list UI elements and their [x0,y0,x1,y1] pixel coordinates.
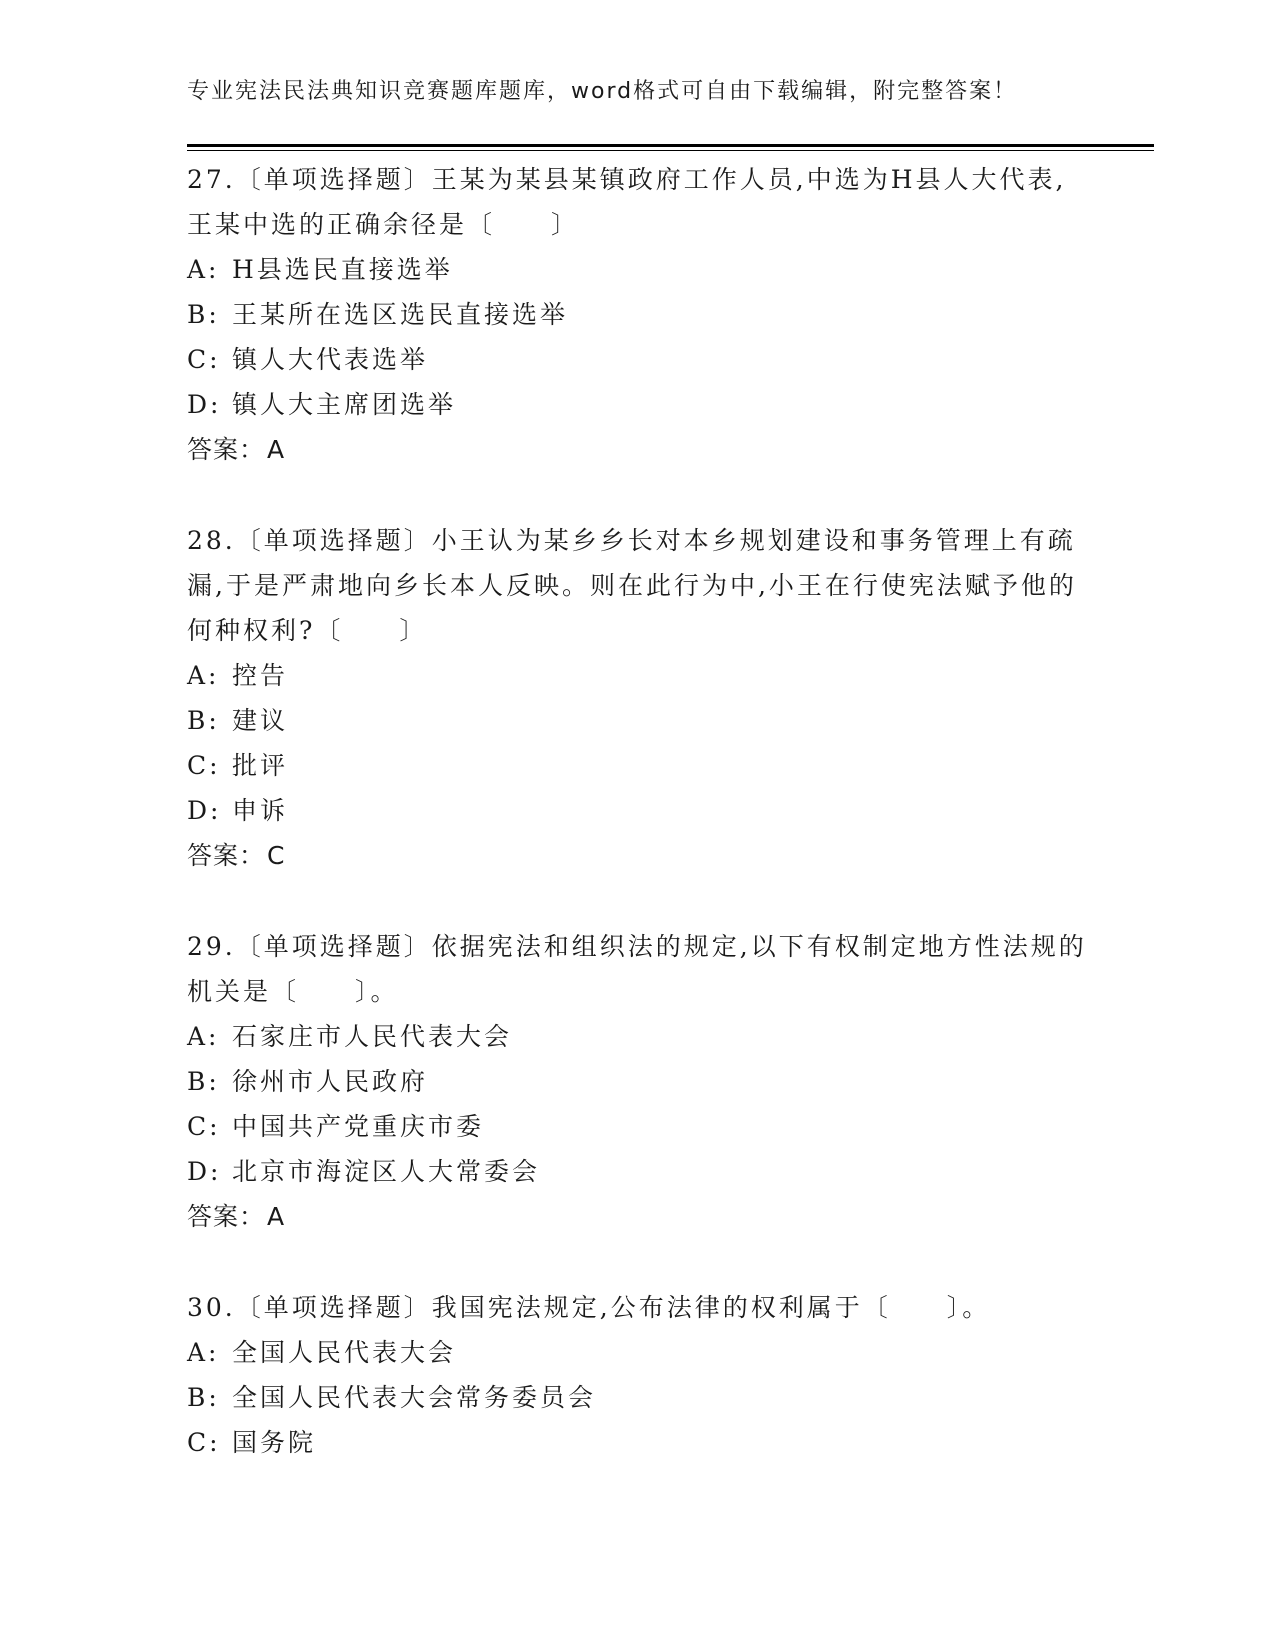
option-label: C: [187,1428,221,1457]
option-text: 北京市海淀区人大常委会 [232,1157,541,1186]
option-text: 控告 [232,661,289,690]
option-text: 建议 [232,706,289,735]
option-text: 镇人大主席团选举 [232,390,457,419]
option-b [187,1059,1087,1104]
answer-label: 答案： [187,435,266,464]
option-text: 批评 [232,751,289,780]
question-30 [187,1285,1087,1465]
question-text: 27.〔单项选择题〕王某为某县某镇政府工作人员,中选为H县人大代表,王某中选的正确余径是〔 〕 [187,165,1067,239]
page-header: 专业宪法民法典知识竞赛题库题库，word格式可自由下载编辑，附完整答案！ [187,79,1018,104]
option-a [187,1014,1087,1059]
option-label: B: [187,300,220,329]
option-label: B: [187,1383,220,1412]
answer-line [187,427,1087,473]
option-d [187,1149,1087,1194]
question-text: 30.〔单项选择题〕我国宪法规定,公布法律的权利属于〔 〕。 [187,1293,991,1322]
option-d [187,788,1087,833]
option-text: H县选民直接选举 [232,255,453,284]
option-label: B: [187,1067,220,1096]
option-label: A: [187,1338,220,1367]
question-27 [187,157,1087,473]
option-b [187,698,1087,743]
option-a [187,247,1087,292]
option-c [187,1420,1087,1465]
option-b [187,1375,1087,1420]
answer-value: C [267,841,286,870]
option-text: 石家庄市人民代表大会 [232,1022,513,1051]
option-label: B: [187,706,220,735]
option-text: 中国共产党重庆市委 [232,1112,485,1141]
option-label: A: [187,255,220,284]
answer-value: A [267,1202,286,1231]
option-label: C: [187,345,221,374]
option-b [187,292,1087,337]
option-text: 全国人民代表大会常务委员会 [232,1383,597,1412]
option-label: A: [187,1022,220,1051]
option-a [187,1330,1087,1375]
option-text: 国务院 [232,1428,317,1457]
option-label: C: [187,751,221,780]
header-rule-thick [187,144,1154,147]
answer-line [187,833,1087,879]
answer-value: A [267,435,286,464]
option-c [187,743,1087,788]
option-label: D: [187,1157,222,1186]
option-label: A: [187,661,220,690]
option-label: C: [187,1112,221,1141]
question-29 [187,924,1087,1240]
option-c [187,1104,1087,1149]
option-text: 徐州市人民政府 [232,1067,429,1096]
option-a [187,653,1087,698]
header-rule-thin [187,150,1154,151]
question-28 [187,518,1087,879]
option-text: 镇人大代表选举 [232,345,429,374]
question-list [187,157,1087,1510]
option-c [187,337,1087,382]
option-text: 全国人民代表大会 [232,1338,457,1367]
option-text: 申诉 [232,796,289,825]
option-d [187,382,1087,427]
answer-line [187,1194,1087,1240]
answer-label: 答案： [187,1202,266,1231]
option-text: 王某所在选区选民直接选举 [232,300,569,329]
question-text: 28.〔单项选择题〕小王认为某乡乡长对本乡规划建设和事务管理上有疏漏,于是严肃地向乡长本人反映。则在此行为中,小王在行使宪法赋予他的何种权利?〔 〕 [187,526,1077,645]
question-text: 29.〔单项选择题〕依据宪法和组织法的规定,以下有权制定地方性法规的机关是〔 〕。 [187,932,1087,1006]
option-label: D: [187,390,222,419]
option-label: D: [187,796,222,825]
answer-label: 答案： [187,841,266,870]
